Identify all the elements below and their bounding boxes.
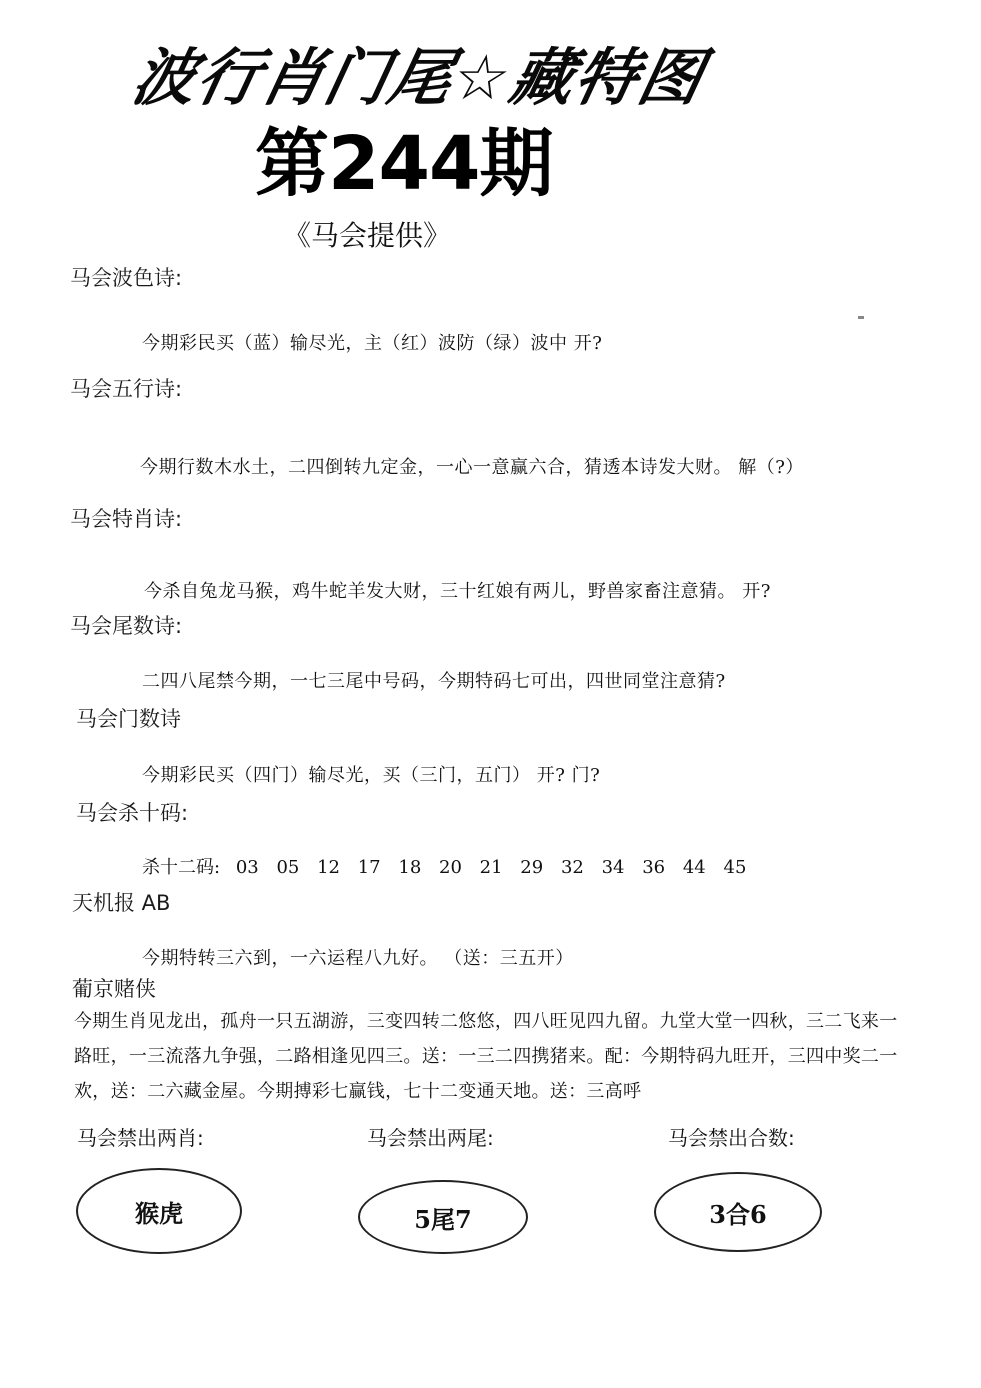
section-text-wave-color: 今期彩民买（蓝）输尽光，主（红）波防（绿）波中 开? (142, 333, 603, 354)
kill-code: 05 (276, 857, 300, 878)
ban-oval-tail (358, 1180, 528, 1254)
ban-oval-zodiac (76, 1168, 242, 1254)
kill-code: 45 (723, 857, 747, 878)
section-heading-tail-number: 马会尾数诗: (70, 614, 183, 638)
section-text-five-elements: 今期行数木水土，二四倒转九定金，一心一意赢六合，猜透本诗发大财。 解（?） (140, 457, 804, 478)
kill-code: 32 (560, 857, 584, 878)
kill-code: 29 (520, 857, 544, 878)
ban-oval-sum (654, 1172, 822, 1252)
ban-value-sum: 3合6 (709, 1199, 767, 1229)
main-title: 波行肖门尾☆藏特图 (126, 41, 712, 114)
kill-code: 36 (642, 857, 666, 878)
kill-code: 12 (317, 857, 340, 878)
issue-number: 第244期 (255, 121, 553, 207)
kill-codes-row (142, 853, 758, 879)
section-heading-door-number: 马会门数诗 (76, 707, 181, 731)
speck-mark (858, 316, 864, 319)
kill-code: 03 (235, 857, 259, 878)
section-text-putao: 今期生肖见龙出，孤舟一只五湖游，三变四转二悠悠，四八旺见四九留。九堂大堂一四秋，三二飞来一路旺，一三流落九争强，二路相逢见四三。送：一三二四携猪来。配：今期特码九旺开，三四中奖二一欢，送：二六藏金屋。今期搏彩七赢钱，七十二变通天地。送：三高呼 (74, 1011, 898, 1102)
section-text-special-zodiac: 今杀自兔龙马猴，鸡牛蛇羊发大财，三十红娘有两儿，野兽家畜注意猜。 开? (144, 581, 771, 602)
kill-code: 44 (682, 857, 706, 878)
kill-code: 21 (479, 857, 503, 878)
ban-label-tail: 马会禁出两尾: (367, 1126, 494, 1150)
section-heading-putao: 葡京赌侠 (72, 977, 156, 1001)
ban-label-sum: 马会禁出合数: (668, 1126, 795, 1150)
ban-value-tail: 5尾7 (414, 1204, 472, 1234)
kill-code: 34 (601, 857, 625, 878)
ban-value-zodiac: 猴虎 (135, 1198, 183, 1228)
ban-label-zodiac: 马会禁出两肖: (77, 1126, 204, 1150)
kill-code: 17 (357, 857, 381, 878)
kill-code: 20 (439, 857, 462, 878)
section-text-tianji: 今期特转三六到，一六运程八九好。 （送：三五开） (142, 948, 574, 969)
section-heading-special-zodiac: 马会特肖诗: (70, 507, 183, 531)
kill-codes-label: 杀十二码: (142, 857, 221, 878)
provider-label: 《马会提供》 (283, 219, 452, 252)
section-text-tail-number: 二四八尾禁今期，一七三尾中号码，今期特码七可出，四世同堂注意猜? (142, 671, 726, 692)
section-heading-tianji: 天机报 AB (72, 891, 171, 915)
section-heading-kill-codes: 马会杀十码: (76, 801, 189, 825)
section-heading-five-elements: 马会五行诗: (70, 377, 183, 401)
section-heading-wave-color: 马会波色诗: (70, 266, 183, 290)
kill-code: 18 (398, 857, 422, 878)
section-text-door-number: 今期彩民买（四门）输尽光，买（三门，五门） 开? 门? (142, 765, 601, 786)
